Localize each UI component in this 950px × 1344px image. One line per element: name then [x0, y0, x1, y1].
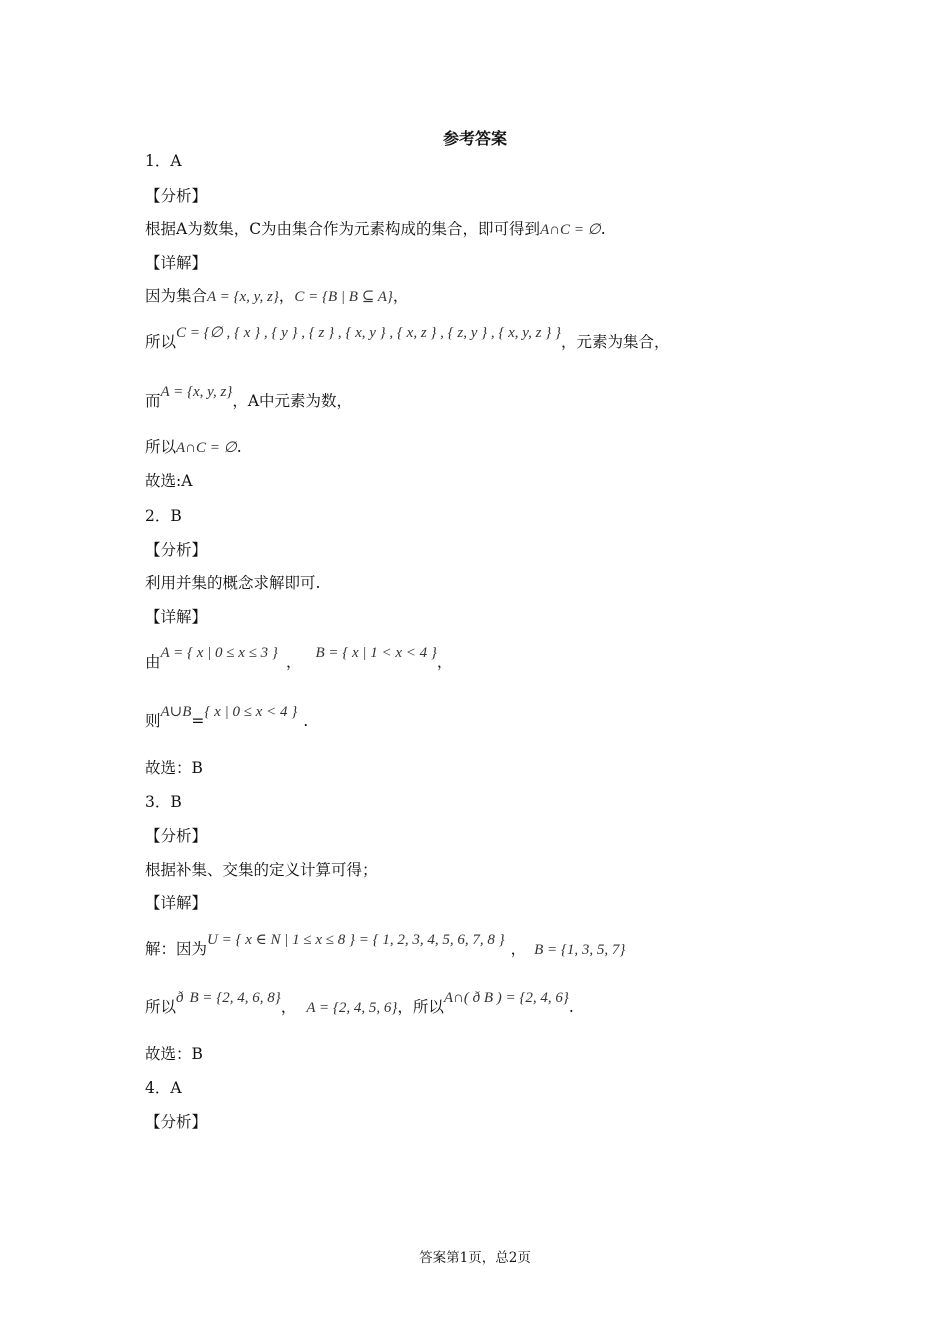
q1-detail-heading: 【详解】: [145, 254, 208, 272]
page-footer: 答案第1页，总2页: [419, 1250, 531, 1266]
q3-detail-line-1: 解：因为U = { x ∈ N | 1 ≤ x ≤ 8 } = { 1, 2, 3, 4, 5, 6, 7, 8 } ， B = {1, 3, 5, 7}: [145, 932, 626, 958]
q1-analysis-text: 根据A为数集，C为由集合作为元素构成的集合，即可得到A∩C = ∅.: [145, 220, 606, 238]
math-formula: A = {x, y, z}: [160, 384, 233, 400]
q3-analysis-heading: 【分析】: [145, 827, 208, 845]
q2-choice: 故选：B: [145, 759, 203, 777]
math-formula: B = { x | 1 < x < 4 }: [315, 645, 437, 661]
q3-choice: 故选：B: [145, 1045, 203, 1063]
math-formula: A = { x | 0 ≤ x ≤ 3 }: [160, 645, 278, 661]
math-formula: A∩C = ∅: [176, 440, 237, 456]
q1-answer: 1．A: [145, 152, 182, 170]
q2-detail-heading: 【详解】: [145, 608, 208, 626]
q1-analysis-heading: 【分析】: [145, 187, 208, 205]
math-formula: A = {x, y, z}: [207, 289, 279, 305]
q2-detail-line-1: 由A = { x | 0 ≤ x ≤ 3 } ， B = { x | 1 < x < 4 }，: [145, 645, 453, 671]
math-formula: { x | 0 ≤ x < 4 }: [204, 704, 298, 720]
q4-analysis-heading: 【分析】: [145, 1113, 208, 1131]
q1-choice: 故选:A: [145, 472, 193, 490]
q1-detail-line-4: 所以A∩C = ∅.: [145, 438, 242, 456]
math-formula: A∩C = ∅: [540, 222, 601, 238]
q3-detail-heading: 【详解】: [145, 894, 208, 912]
q1-detail-line-2: 所以C = {∅ , { x } , { y } , { z } , { x, y } , { x, z } , { z, y } , { x, y, z } }，元素为集合，: [145, 325, 670, 351]
q4-answer: 4．A: [145, 1079, 182, 1097]
q3-detail-line-2: 所以ð B = {2, 4, 6, 8}， A = {2, 4, 5, 6}，所以A∩( ð B ) = {2, 4, 6}.: [145, 990, 574, 1016]
q2-detail-line-2: 则A∪B={ x | 0 ≤ x < 4 } .: [145, 704, 309, 730]
q2-analysis-text: 利用并集的概念求解即可.: [145, 574, 321, 592]
page-title: 参考答案: [442, 129, 507, 148]
complement-symbol: ð: [176, 990, 184, 1006]
q1-detail-line-3: 而A = {x, y, z}，A中元素为数，: [145, 384, 353, 410]
q2-analysis-heading: 【分析】: [145, 541, 208, 559]
math-formula: A∩( ð B ) = {2, 4, 6}: [443, 990, 569, 1006]
q1-detail-line-1: 因为集合A = {x, y, z}，C = {B | B ⊆ A}，: [145, 287, 409, 305]
q3-answer: 3．B: [145, 793, 182, 811]
q3-analysis-text: 根据补集、交集的定义计算可得；: [145, 861, 378, 879]
math-formula: B = {2, 4, 6, 8}: [189, 990, 281, 1006]
math-formula: C = {∅ , { x } , { y } , { z } , { x, y } , { x, z } , { z, y } , { x, y, z } }: [176, 325, 561, 341]
math-formula: B = {1, 3, 5, 7}: [534, 942, 626, 958]
math-formula: U = { x ∈ N | 1 ≤ x ≤ 8 } = { 1, 2, 3, 4, 5, 6, 7, 8 }: [207, 932, 505, 948]
math-formula: C = {B | B ⊆ A}: [294, 289, 393, 305]
math-formula: A = {2, 4, 5, 6}: [306, 1000, 398, 1016]
q2-answer: 2．B: [145, 507, 182, 525]
math-formula: A∪B: [160, 704, 192, 720]
